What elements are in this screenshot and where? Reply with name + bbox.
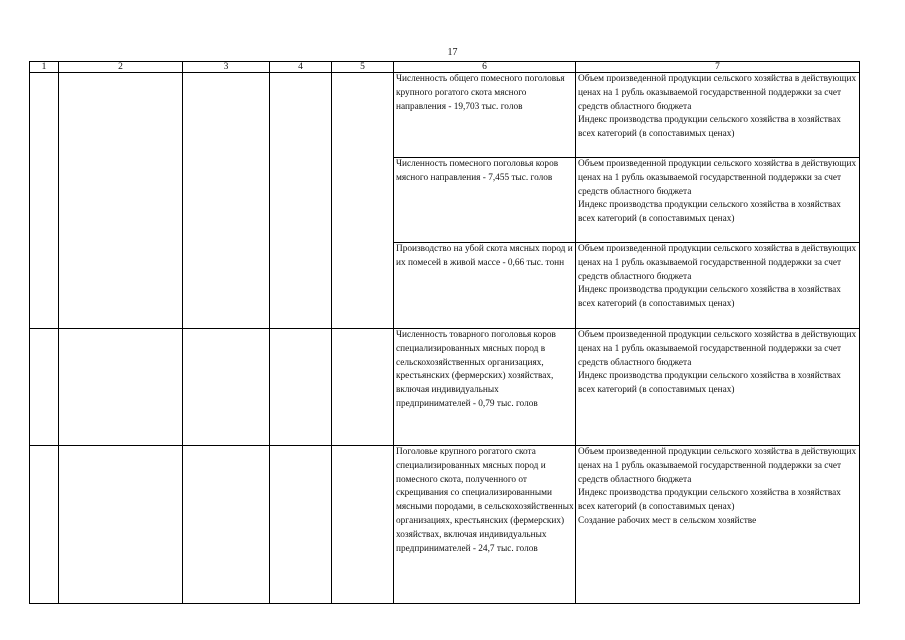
- indicator-cell: Производство на убой скота мясных пород и их помесей в живой массе - 0,66 тыс. тонн: [394, 243, 576, 329]
- indicator-cell: Численность помесного поголовья коров мясного направления - 7,455 тыс. голов: [394, 158, 576, 243]
- cell-col1: [30, 329, 59, 446]
- indicator-cell: Численность товарного поголовья коров специализированных мясных пород в сельскохозяйственных организациях, крестьянских (фермерских) хозяйствах, включая индивидуальных предпринимателей - 0,79 тыс. голов: [394, 329, 576, 446]
- column-header: 5: [332, 62, 394, 73]
- column-header: 2: [59, 62, 183, 73]
- cell-col3: [183, 329, 270, 446]
- indicator-cell: Численность общего помесного поголовья крупного рогатого скота мясного направления - 19,703 тыс. голов: [394, 73, 576, 158]
- column-header: 4: [270, 62, 332, 73]
- data-table: [29, 61, 860, 604]
- cell-col4: [270, 73, 332, 329]
- result-cell: Объем произведенной продукции сельского хозяйства в действующих ценах на 1 рубль оказываемой государственной поддержки за счет средств областного бюджета Индекс производства продукции сельского хозяйства в хозяйствах всех категорий (в сопоставимых ценах): [576, 73, 860, 158]
- result-cell: Объем произведенной продукции сельского хозяйства в действующих ценах на 1 рубль оказываемой государственной поддержки за счет средств областного бюджета Индекс производства продукции сельского хозяйства в хозяйствах всех категорий (в сопоставимых ценах): [576, 329, 860, 446]
- result-cell: Объем произведенной продукции сельского хозяйства в действующих ценах на 1 рубль оказываемой государственной поддержки за счет средств областного бюджета Индекс производства продукции сельского хозяйства в хозяйствах всех категорий (в сопоставимых ценах): [576, 243, 860, 329]
- table-row: [30, 446, 860, 604]
- indicator-cell: Поголовье крупного рогатого скота специализированных мясных пород и помесного скота, полученного от скрещивания со специализированными мясными породами, в сельскохозяйственных организациях, крестьянских (фермерских) хозяйствах, включая индивидуальных предпринимателей - 24,7 тыс. голов: [394, 446, 576, 604]
- cell-col2: [59, 73, 183, 329]
- cell-col2: [59, 329, 183, 446]
- cell-col4: [270, 446, 332, 604]
- cell-col3: [183, 446, 270, 604]
- cell-col2: [59, 446, 183, 604]
- column-header: 3: [183, 62, 270, 73]
- cell-col5: [332, 329, 394, 446]
- cell-col4: [270, 329, 332, 446]
- column-header: 7: [576, 62, 860, 73]
- column-header: 1: [30, 62, 59, 73]
- result-cell: Объем произведенной продукции сельского хозяйства в действующих ценах на 1 рубль оказываемой государственной поддержки за счет средств областного бюджета Индекс производства продукции сельского хозяйства в хозяйствах всех категорий (в сопоставимых ценах): [576, 158, 860, 243]
- cell-col1: [30, 73, 59, 329]
- header-row: [30, 62, 860, 73]
- table-row: [30, 73, 860, 158]
- cell-col1: [30, 446, 59, 604]
- cell-col5: [332, 446, 394, 604]
- cell-col5: [332, 73, 394, 329]
- table-row: [30, 329, 860, 446]
- cell-col3: [183, 73, 270, 329]
- column-header: 6: [394, 62, 576, 73]
- result-cell: Объем произведенной продукции сельского хозяйства в действующих ценах на 1 рубль оказываемой государственной поддержки за счет средств областного бюджета Индекс производства продукции сельского хозяйства в хозяйствах всех категорий (в сопоставимых ценах) Создание рабочих мест в сельском хозяйстве: [576, 446, 860, 604]
- page-number: 17: [447, 47, 458, 58]
